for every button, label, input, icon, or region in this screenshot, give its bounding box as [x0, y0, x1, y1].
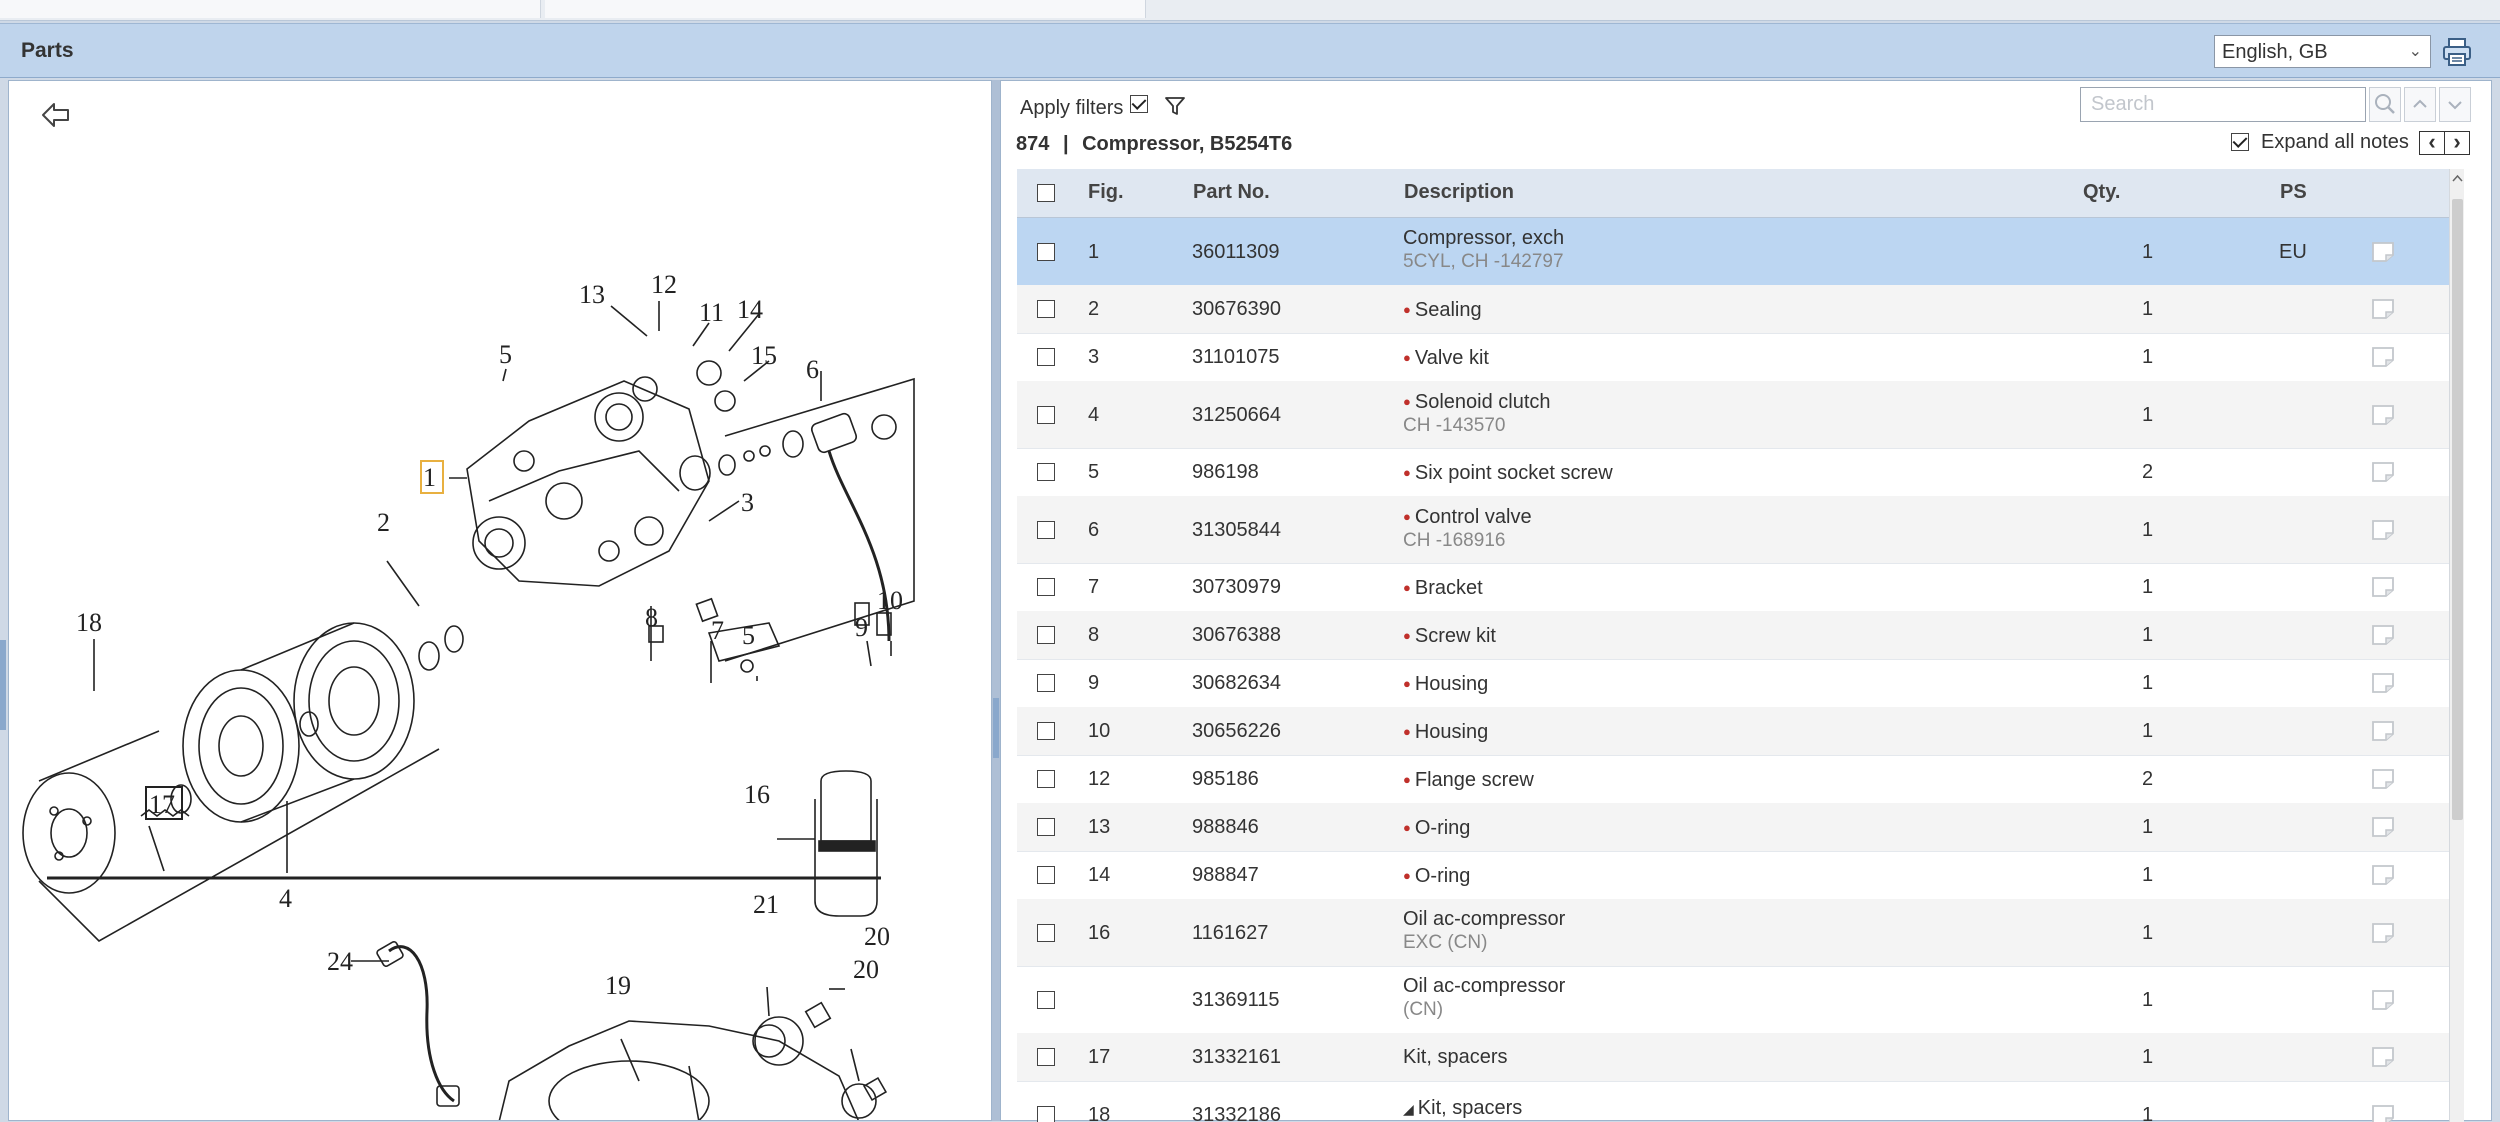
- callout-label: 20: [853, 955, 879, 984]
- search-previous-button[interactable]: [2404, 87, 2436, 122]
- callout-label: 4: [279, 884, 292, 913]
- collapse-triangle-icon[interactable]: ◢: [1403, 1101, 1414, 1117]
- description-cell: [1403, 975, 1565, 1021]
- description-cell: [1403, 1096, 1522, 1121]
- note-icon[interactable]: [2370, 671, 2396, 695]
- panel-splitter[interactable]: [992, 80, 1000, 1121]
- column-header-fig[interactable]: Fig.: [1088, 181, 1124, 203]
- part-number-cell[interactable]: 30682634: [1192, 672, 1281, 694]
- callout-label: 2: [377, 508, 390, 537]
- exploded-parts-diagram: [9, 81, 992, 1121]
- note-icon[interactable]: [2370, 518, 2396, 542]
- qty-cell: 1: [2142, 346, 2154, 368]
- callout-label: 16: [744, 780, 770, 809]
- description-text: Oil ac-compressor: [1403, 908, 1566, 930]
- fig-cell: 18: [1088, 1104, 1111, 1122]
- apply-filters-checkbox[interactable]: [1130, 95, 1148, 113]
- table-row[interactable]: [1017, 448, 2449, 497]
- fig-cell: 5: [1088, 461, 1100, 483]
- table-row[interactable]: [1017, 899, 2449, 967]
- table-row[interactable]: [1017, 1033, 2449, 1082]
- bullet-icon: ●: [1403, 676, 1411, 691]
- parts-list-panel: [1000, 80, 2492, 1121]
- callout-label: 19: [605, 971, 631, 1000]
- bullet-icon: ●: [1403, 772, 1411, 787]
- search-icon: [2370, 88, 2400, 121]
- fig-cell: 10: [1088, 720, 1111, 742]
- description-text: Compressor, exch: [1403, 227, 1565, 249]
- row-checkbox[interactable]: [1037, 521, 1055, 539]
- qty-cell: 2: [2142, 768, 2154, 790]
- row-checkbox[interactable]: [1037, 1106, 1055, 1122]
- bullet-icon: ●: [1403, 724, 1411, 739]
- language-select[interactable]: [2214, 35, 2431, 68]
- top-tab-strip: [0, 0, 2500, 21]
- row-checkbox[interactable]: [1037, 866, 1055, 884]
- qty-cell: 1: [2142, 864, 2154, 886]
- section-nav: [2419, 131, 2470, 155]
- bullet-icon: ●: [1403, 509, 1411, 524]
- select-all-checkbox[interactable]: [1037, 184, 1055, 202]
- note-icon[interactable]: [2370, 403, 2396, 427]
- fig-cell: 7: [1088, 576, 1100, 598]
- qty-cell: 1: [2142, 1104, 2154, 1122]
- chevron-down-icon: ⌄: [2408, 43, 2422, 60]
- qty-cell: 1: [2142, 404, 2154, 426]
- description-text: O-ring: [1414, 817, 1471, 839]
- row-checkbox[interactable]: [1037, 722, 1055, 740]
- description-note: 5CYL, CH -142797: [1403, 251, 1564, 272]
- description-text: Flange screw: [1414, 769, 1534, 791]
- expand-notes-label: Expand all notes: [2261, 131, 2409, 153]
- table-row[interactable]: [1017, 218, 2449, 286]
- row-checkbox[interactable]: [1037, 626, 1055, 644]
- qty-cell: 1: [2142, 624, 2154, 646]
- callout-label: 14: [737, 295, 763, 324]
- callout-label: 9: [855, 613, 868, 642]
- qty-cell: 1: [2142, 989, 2154, 1011]
- description-note: EXC (CN): [1403, 932, 1488, 953]
- row-checkbox[interactable]: [1037, 770, 1055, 788]
- description-text: Housing: [1414, 673, 1489, 695]
- expand-notes-checkbox[interactable]: [2231, 133, 2249, 151]
- part-number-cell[interactable]: 31250664: [1192, 404, 1281, 426]
- section-title: Compressor, B5254T6: [1082, 133, 1293, 155]
- part-number-cell[interactable]: 988846: [1192, 816, 1259, 838]
- part-number-cell[interactable]: 36011309: [1192, 241, 1280, 263]
- description-cell: [1403, 908, 1565, 954]
- description-cell: [1403, 720, 1488, 744]
- qty-cell: 1: [2142, 672, 2154, 694]
- chevron-down-icon: [2440, 88, 2470, 121]
- fig-cell: 6: [1088, 519, 1100, 541]
- callout-label: 21: [753, 890, 779, 919]
- table-row[interactable]: [1017, 659, 2449, 708]
- table-row[interactable]: [1017, 611, 2449, 660]
- qty-cell: 1: [2142, 576, 2154, 598]
- ps-cell: EU: [2279, 241, 2307, 263]
- row-checkbox[interactable]: [1037, 243, 1055, 261]
- description-cell: [1403, 576, 1483, 600]
- scroll-up-icon[interactable]: [2451, 171, 2464, 187]
- description-note: CH -143570: [1403, 415, 1506, 436]
- description-cell: [1403, 298, 1482, 322]
- description-text: Housing: [1414, 721, 1489, 743]
- description-cell: [1403, 864, 1470, 888]
- bullet-icon: ●: [1403, 628, 1411, 643]
- description-text: Valve kit: [1414, 347, 1489, 369]
- row-checkbox[interactable]: [1037, 991, 1055, 1009]
- search-next-button[interactable]: [2439, 87, 2471, 122]
- qty-cell: 1: [2142, 720, 2154, 742]
- callout-label: 20: [864, 922, 890, 951]
- callout-label[interactable]: 1: [423, 463, 436, 492]
- table-row[interactable]: [1017, 285, 2449, 334]
- note-icon[interactable]: [2370, 345, 2396, 369]
- bullet-icon: ●: [1403, 580, 1411, 595]
- description-text: Kit, spacers: [1403, 1046, 1508, 1068]
- parts-table: [1017, 169, 2464, 1122]
- qty-cell: 1: [2142, 816, 2154, 838]
- column-header-qty[interactable]: Qty.: [2083, 181, 2121, 203]
- description-cell: [1403, 1046, 1507, 1069]
- bullet-icon: ●: [1403, 868, 1411, 883]
- scrollbar-thumb[interactable]: [2452, 199, 2463, 820]
- note-icon[interactable]: [2370, 1045, 2396, 1069]
- fig-cell: 12: [1088, 768, 1111, 790]
- qty-cell: 2: [2142, 461, 2154, 483]
- note-icon[interactable]: [2370, 1103, 2396, 1122]
- part-number-cell[interactable]: 31101075: [1192, 346, 1280, 368]
- breadcrumb: [1016, 133, 1292, 156]
- callout-label: 13: [579, 280, 605, 309]
- parts-header: [0, 23, 2500, 78]
- part-number-cell[interactable]: 31332186: [1192, 1104, 1281, 1122]
- top-tab[interactable]: [545, 0, 1146, 18]
- description-text: Kit, spacers: [1417, 1097, 1523, 1119]
- page-title: Parts: [21, 39, 74, 62]
- bullet-icon: ●: [1403, 465, 1411, 480]
- bullet-icon: ●: [1403, 394, 1411, 409]
- column-header-description[interactable]: Description: [1404, 181, 1515, 203]
- back-arrow-icon[interactable]: [39, 98, 73, 132]
- note-icon[interactable]: [2370, 767, 2396, 791]
- qty-cell: 1: [2142, 1046, 2154, 1068]
- description-cell: [1403, 505, 1532, 552]
- row-checkbox[interactable]: [1037, 406, 1055, 424]
- next-section-button[interactable]: ›: [2453, 129, 2461, 154]
- fig-cell: 4: [1088, 404, 1100, 426]
- part-number-cell[interactable]: 30730979: [1192, 576, 1281, 598]
- table-row[interactable]: [1017, 755, 2449, 804]
- callout-label: 12: [651, 270, 677, 299]
- top-tab[interactable]: [0, 0, 541, 18]
- callout-label: 18: [76, 608, 102, 637]
- note-icon[interactable]: [2370, 719, 2396, 743]
- description-cell: [1403, 768, 1534, 792]
- table-row[interactable]: [1017, 381, 2449, 449]
- search-button[interactable]: [2369, 87, 2401, 122]
- callout-label: 10: [877, 586, 903, 615]
- row-checkbox[interactable]: [1037, 300, 1055, 318]
- vertical-scrollbar[interactable]: [2449, 169, 2464, 1122]
- row-checkbox[interactable]: [1037, 1048, 1055, 1066]
- note-icon[interactable]: [2370, 623, 2396, 647]
- fig-cell: 2: [1088, 298, 1100, 320]
- part-number-cell[interactable]: 986198: [1192, 461, 1259, 483]
- callout-label[interactable]: 17: [149, 790, 175, 819]
- fig-cell: 14: [1088, 864, 1111, 886]
- bullet-icon: ●: [1403, 820, 1411, 835]
- apply-filters-label: Apply filters: [1020, 97, 1124, 119]
- note-icon[interactable]: [2370, 815, 2396, 839]
- description-text: Bracket: [1414, 577, 1483, 599]
- part-number-cell[interactable]: 985186: [1192, 768, 1259, 790]
- previous-section-button[interactable]: ‹: [2428, 129, 2436, 154]
- table-header: [1017, 169, 2449, 218]
- callout-label: 7: [711, 616, 724, 645]
- callout-label: 6: [806, 355, 819, 384]
- description-text: Solenoid clutch: [1414, 391, 1551, 413]
- fig-cell: 17: [1088, 1046, 1111, 1068]
- splitter-grip[interactable]: [993, 698, 999, 758]
- row-checkbox[interactable]: [1037, 818, 1055, 836]
- description-cell: [1403, 624, 1496, 648]
- description-text: Oil ac-compressor: [1403, 975, 1566, 997]
- table-row[interactable]: [1017, 563, 2449, 612]
- description-note: CH -168916: [1403, 530, 1506, 551]
- description-note: (CN): [1403, 999, 1444, 1020]
- fig-cell: 16: [1088, 922, 1111, 944]
- part-number-cell[interactable]: 988847: [1192, 864, 1259, 886]
- callout-label: 5: [499, 340, 512, 369]
- fig-cell: 3: [1088, 346, 1100, 368]
- section-number: 874: [1016, 133, 1050, 155]
- description-cell: [1403, 227, 1564, 273]
- callout-label: 15: [751, 341, 777, 370]
- description-text: Control valve: [1414, 506, 1532, 528]
- part-number-cell[interactable]: 30676390: [1192, 298, 1281, 320]
- row-checkbox[interactable]: [1037, 463, 1055, 481]
- callout-label: 5: [742, 621, 755, 650]
- language-select-value: English, GB: [2222, 41, 2328, 63]
- bullet-icon: ●: [1403, 302, 1411, 317]
- row-checkbox[interactable]: [1037, 924, 1055, 942]
- qty-cell: 1: [2142, 922, 2154, 944]
- column-header-part-no[interactable]: Part No.: [1193, 181, 1270, 203]
- note-icon[interactable]: [2370, 921, 2396, 945]
- row-checkbox[interactable]: [1037, 674, 1055, 692]
- left-collapse-handle[interactable]: [0, 640, 6, 730]
- note-icon[interactable]: [2370, 240, 2396, 264]
- print-icon[interactable]: [2441, 36, 2473, 68]
- table-row[interactable]: [1017, 966, 2449, 1034]
- bullet-icon: ●: [1403, 350, 1411, 365]
- table-row[interactable]: [1017, 707, 2449, 756]
- part-number-cell[interactable]: 31369115: [1192, 989, 1280, 1011]
- column-header-ps[interactable]: PS: [2280, 181, 2307, 203]
- part-number-cell[interactable]: 1161627: [1192, 922, 1269, 944]
- description-text: O-ring: [1414, 865, 1471, 887]
- table-row[interactable]: [1017, 496, 2449, 564]
- fig-cell: 9: [1088, 672, 1100, 694]
- table-row[interactable]: [1017, 803, 2449, 852]
- note-icon[interactable]: [2370, 460, 2396, 484]
- description-text: Screw kit: [1414, 625, 1496, 647]
- table-row[interactable]: [1017, 1081, 2449, 1122]
- fig-cell: 13: [1088, 816, 1111, 838]
- breadcrumb-separator: |: [1062, 133, 1069, 155]
- fig-cell: 1: [1088, 241, 1100, 263]
- callout-label: 11: [699, 298, 725, 327]
- table-row[interactable]: [1017, 851, 2449, 900]
- part-number-cell[interactable]: 30656226: [1192, 720, 1281, 742]
- row-checkbox[interactable]: [1037, 578, 1055, 596]
- description-cell: [1403, 672, 1488, 696]
- part-number-cell[interactable]: 30676388: [1192, 624, 1281, 646]
- part-number-cell[interactable]: 31332161: [1192, 1046, 1281, 1068]
- row-checkbox[interactable]: [1037, 348, 1055, 366]
- qty-cell: 1: [2142, 241, 2154, 263]
- callout-label: 24: [327, 947, 353, 976]
- callout-label: 3: [741, 488, 754, 517]
- description-cell: [1403, 390, 1551, 437]
- description-text: Six point socket screw: [1414, 462, 1613, 484]
- fig-cell: 8: [1088, 624, 1100, 646]
- description-cell: [1403, 816, 1470, 840]
- note-icon[interactable]: [2370, 297, 2396, 321]
- search-input[interactable]: [2080, 87, 2366, 122]
- table-row[interactable]: [1017, 333, 2449, 382]
- illustration-panel: [8, 80, 992, 1121]
- description-cell: [1403, 461, 1613, 485]
- note-icon[interactable]: [2370, 863, 2396, 887]
- part-number-cell[interactable]: 31305844: [1192, 519, 1281, 541]
- filter-icon[interactable]: [1163, 94, 1187, 118]
- chevron-up-icon: [2405, 88, 2435, 121]
- description-text: Sealing: [1414, 299, 1482, 321]
- callout-label: 8: [645, 603, 658, 632]
- note-icon[interactable]: [2370, 988, 2396, 1012]
- qty-cell: 1: [2142, 298, 2154, 320]
- qty-cell: 1: [2142, 519, 2154, 541]
- note-icon[interactable]: [2370, 575, 2396, 599]
- description-cell: [1403, 346, 1489, 370]
